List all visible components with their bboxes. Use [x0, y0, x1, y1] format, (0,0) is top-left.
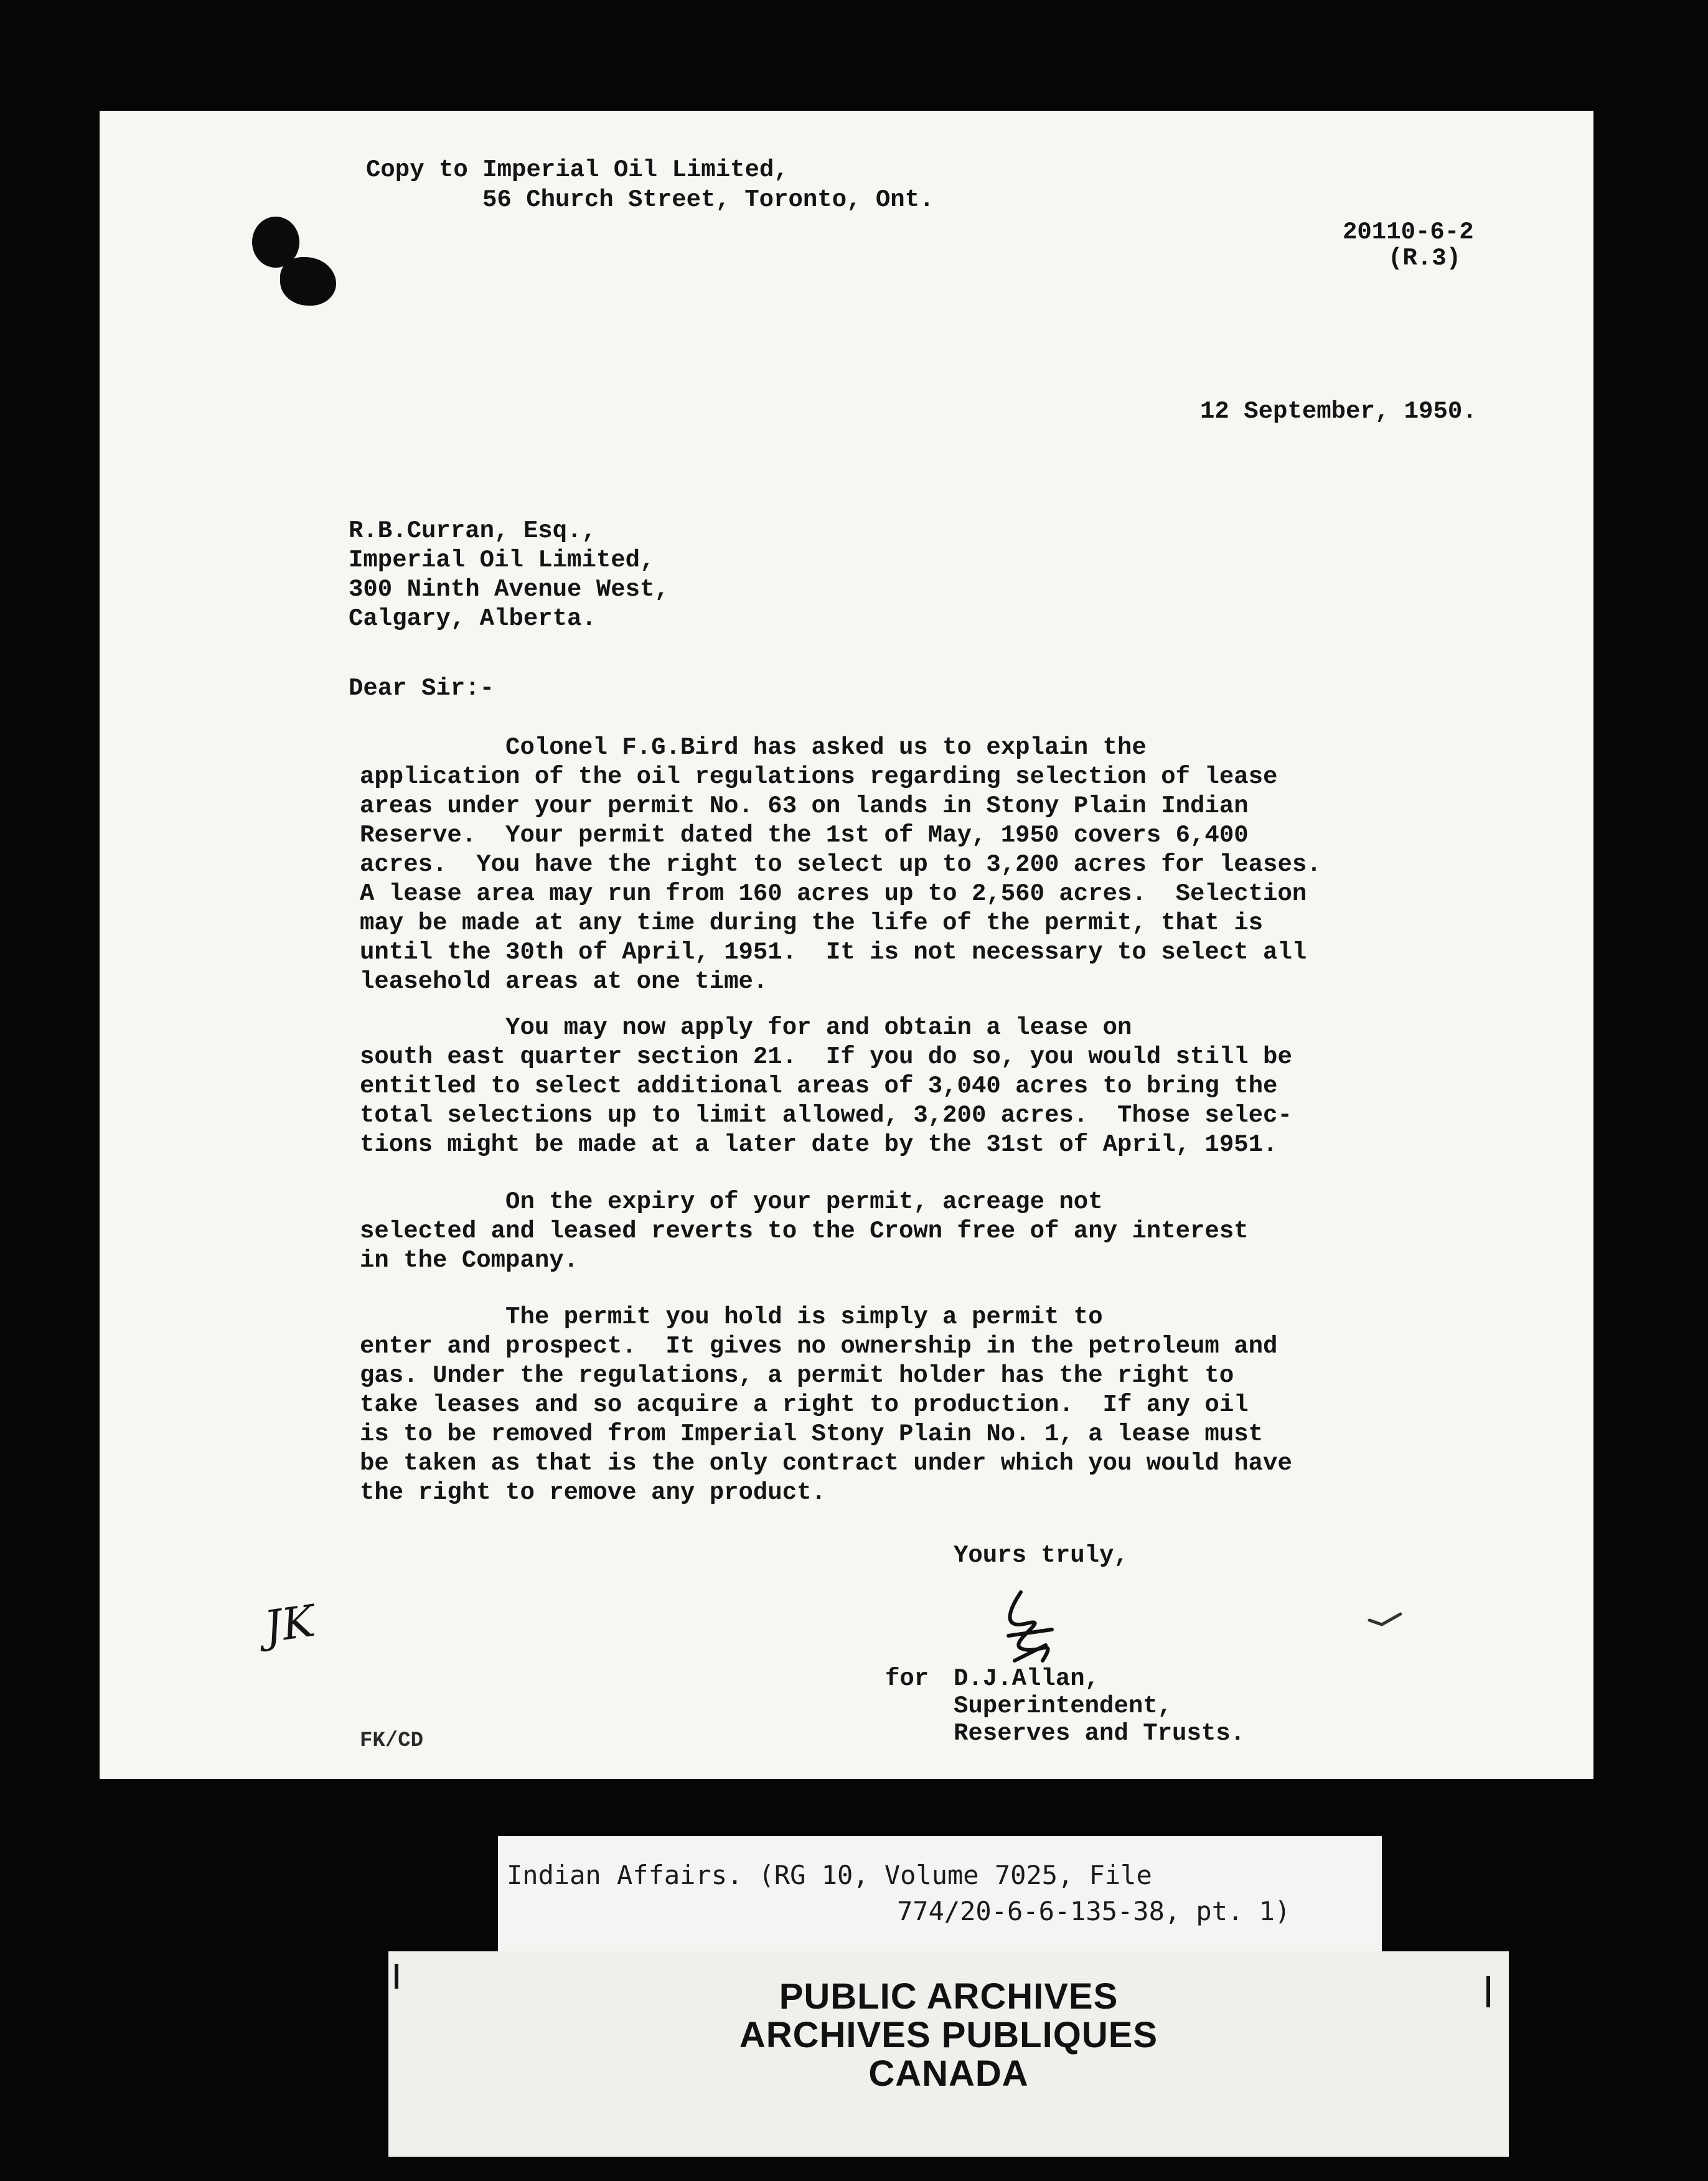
- archive-reference-line-2: 774/20-6-6-135-38, pt. 1): [897, 1896, 1291, 1926]
- text-line: take leases and so acquire a right to production. If any oil: [360, 1391, 1249, 1419]
- signer-department: Reserves and Trusts.: [954, 1720, 1246, 1747]
- file-reference: 20110-6-2: [1343, 218, 1474, 246]
- text-line: On the expiry of your permit, acreage not: [360, 1188, 1103, 1216]
- signer-name: D.J.Allan,: [954, 1665, 1100, 1692]
- text-line: selected and leased reverts to the Crown free of any interest: [360, 1217, 1249, 1245]
- stamp-line-1: PUBLIC ARCHIVES: [779, 1976, 1119, 2017]
- text-line: Colonel F.G.Bird has asked us to explain the: [360, 734, 1147, 761]
- recipient-line: 300 Ninth Avenue West,: [349, 576, 669, 603]
- letter-date: 12 September, 1950.: [1200, 398, 1477, 425]
- text-line: A lease area may run from 160 acres up to 2,560 acres. Selection: [360, 880, 1307, 908]
- text-line: in the Company.: [360, 1247, 579, 1274]
- archives-stamp: [388, 1951, 1509, 2157]
- text-line: gas. Under the regulations, a permit holder has the right to: [360, 1362, 1234, 1389]
- text-line: until the 30th of April, 1951. It is not necessary to select all: [360, 939, 1307, 966]
- text-line: south east quarter section 21. If you do so, you would still be: [360, 1043, 1292, 1071]
- text-line: entitled to select additional areas of 3,040 acres to bring the: [360, 1072, 1278, 1100]
- archive-reference-label: [498, 1836, 1382, 1967]
- salutation: Dear Sir:-: [349, 675, 495, 702]
- text-line: leasehold areas at one time.: [360, 968, 768, 995]
- closing: Yours truly,: [954, 1542, 1128, 1569]
- text-line: acres. You have the right to select up to 3,200 acres for leases.: [360, 851, 1321, 878]
- text-line: The permit you hold is simply a permit to: [360, 1303, 1103, 1331]
- text-line: may be made at any time during the life of the permit, that is: [360, 909, 1264, 937]
- text-line: is to be removed from Imperial Stony Plain No. 1, a lease must: [360, 1420, 1264, 1448]
- handwritten-initials: JK: [261, 1595, 318, 1653]
- text-line: be taken as that is the only contract under which you would have: [360, 1450, 1292, 1477]
- copy-to-line-1: Copy to Imperial Oil Limited,: [366, 156, 789, 184]
- text-line: total selections up to limit allowed, 3,200 acres. Those selec-: [360, 1102, 1292, 1129]
- paragraph-1: [360, 733, 1412, 997]
- text-line: tions might be made at a later date by the 31st of April, 1951.: [360, 1131, 1278, 1158]
- signature-for: for: [885, 1665, 929, 1692]
- check-mark: [1366, 1611, 1404, 1636]
- typist-reference: FK/CD: [360, 1729, 424, 1753]
- stamp-line-3: CANADA: [868, 2053, 1029, 2094]
- text-line: areas under your permit No. 63 on lands in Stony Plain Indian: [360, 792, 1249, 820]
- recipient-line: Calgary, Alberta.: [349, 605, 596, 632]
- text-line: application of the oil regulations regarding selection of lease: [360, 763, 1278, 790]
- stamp-line-2: ARCHIVES PUBLIQUES: [739, 2015, 1158, 2055]
- letter-page: [100, 111, 1593, 1779]
- recipient-line: R.B.Curran, Esq.,: [349, 517, 596, 545]
- paragraph-2: [360, 1013, 1412, 1160]
- signer-title: Superintendent,: [954, 1692, 1173, 1720]
- text-line: enter and prospect. It gives no ownership in the petroleum and: [360, 1333, 1278, 1360]
- copy-to-line-2: 56 Church Street, Toronto, Ont.: [482, 186, 934, 213]
- recipient-line: Imperial Oil Limited,: [349, 546, 655, 574]
- recipient-address: [349, 517, 669, 634]
- file-reference-sub: (R.3): [1388, 245, 1462, 272]
- text-line: Reserve. Your permit dated the 1st of May, 1950 covers 6,400: [360, 822, 1249, 849]
- ink-blot: [280, 257, 336, 306]
- archive-reference-line-1: Indian Affairs. (RG 10, Volume 7025, File: [507, 1860, 1152, 1890]
- text-line: You may now apply for and obtain a lease on: [360, 1014, 1132, 1041]
- paragraph-4: [360, 1303, 1412, 1508]
- text-line: the right to remove any product.: [360, 1479, 826, 1506]
- paragraph-3: [360, 1188, 1412, 1275]
